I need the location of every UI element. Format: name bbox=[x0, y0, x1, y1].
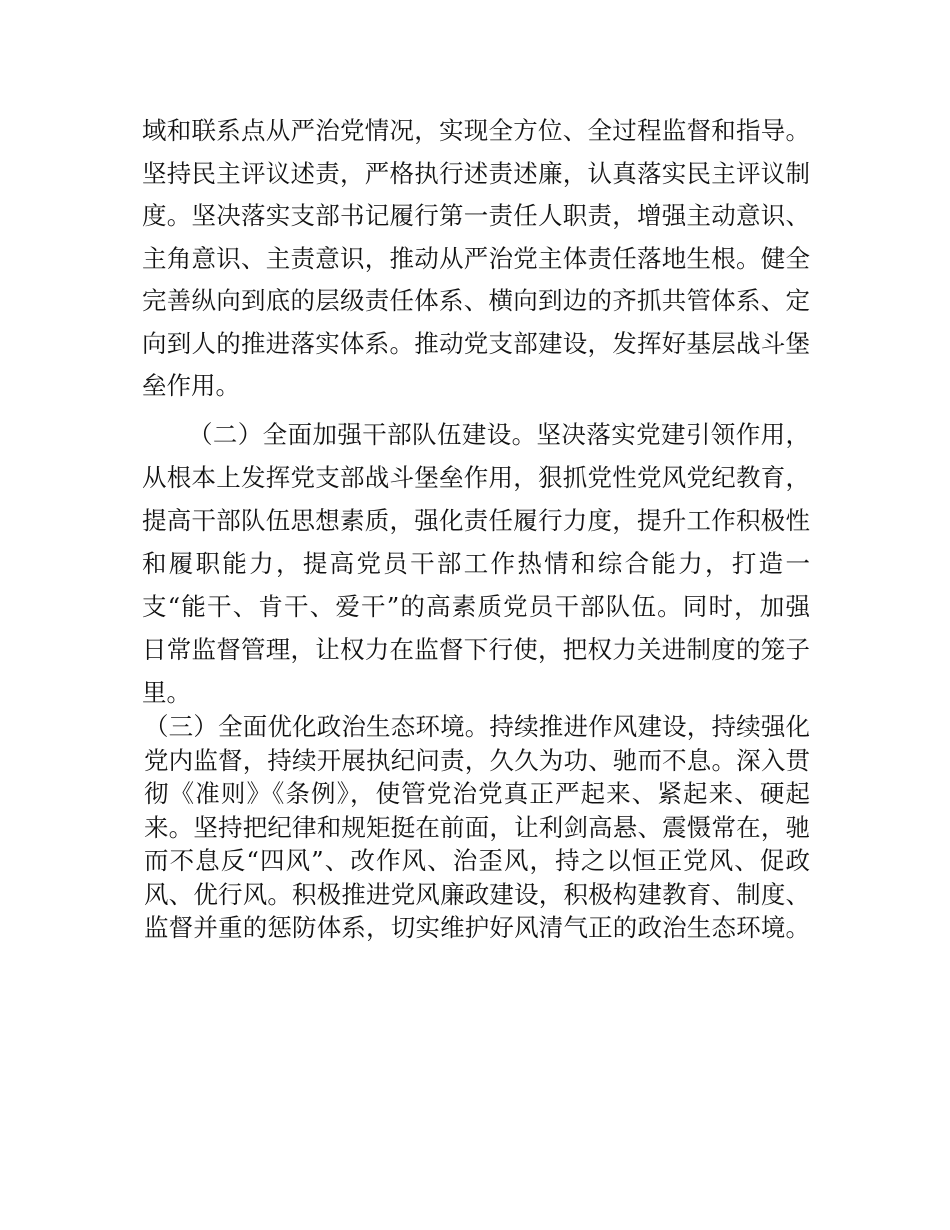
text-line: 里。 bbox=[142, 678, 191, 707]
text-line: 垒作用。 bbox=[142, 371, 240, 400]
text-line: 彻《准则》《条例》，使管党治党真正严起来、紧起来、硬起 bbox=[144, 779, 810, 808]
text-line: 坚持民主评议述责，严格执行述责述廉，认真落实民主评议制 bbox=[142, 158, 810, 188]
paragraph-continuation bbox=[142, 110, 810, 408]
text-line: 和履职能力，提高党员干部工作热情和综合能力，打造一 bbox=[142, 549, 810, 578]
text-line: 主角意识、主责意识，推动从严治党主体责任落地生根。健全 bbox=[142, 243, 810, 273]
paragraph-section-two bbox=[142, 413, 810, 714]
text-line: （三）全面优化政治生态环境。持续推进作风建设，持续强化 bbox=[144, 712, 810, 741]
text-line: 提高干部队伍思想素质，强化责任履行力度，提升工作积极性 bbox=[142, 506, 810, 535]
text-line: 日常监督管理，让权力在监督下行使，把权力关进制度的笼子 bbox=[142, 635, 810, 664]
text-line: 而不息反“四风”、改作风、治歪风，持之以恒正党风、促政 bbox=[144, 846, 810, 875]
text-line: 来。坚持把纪律和规矩挺在前面，让利剑高悬、震慑常在，驰 bbox=[144, 812, 810, 842]
text-line: 域和联系点从严治党情况，实现全方位、全过程监督和指导。 bbox=[142, 116, 810, 145]
paragraph-section-three bbox=[144, 710, 810, 945]
text-line: （二）全面加强干部队伍建设。坚决落实党建引领作用， bbox=[188, 420, 810, 449]
text-line: 风、优行风。积极推进党风廉政建设，积极构建教育、制度、 bbox=[144, 879, 810, 909]
text-line: 完善纵向到底的层级责任体系、横向到边的齐抓共管体系、定 bbox=[142, 286, 810, 315]
text-line: 支“能干、肯干、爱干”的高素质党员干部队伍。同时，加强 bbox=[142, 592, 810, 621]
text-line: 度。坚决落实支部书记履行第一责任人职责，增强主动意识、 bbox=[142, 201, 810, 230]
text-line: 监督并重的惩防体系，切实维护好风清气正的政治生态环境。 bbox=[144, 913, 810, 942]
text-line: 党内监督，持续开展执纪问责，久久为功、驰而不息。深入贯 bbox=[144, 745, 810, 775]
text-line: 向到人的推进落实体系。推动党支部建设，发挥好基层战斗堡 bbox=[142, 328, 810, 358]
text-line: 从根本上发挥党支部战斗堡垒作用，狠抓党性党风党纪教育， bbox=[142, 463, 810, 492]
